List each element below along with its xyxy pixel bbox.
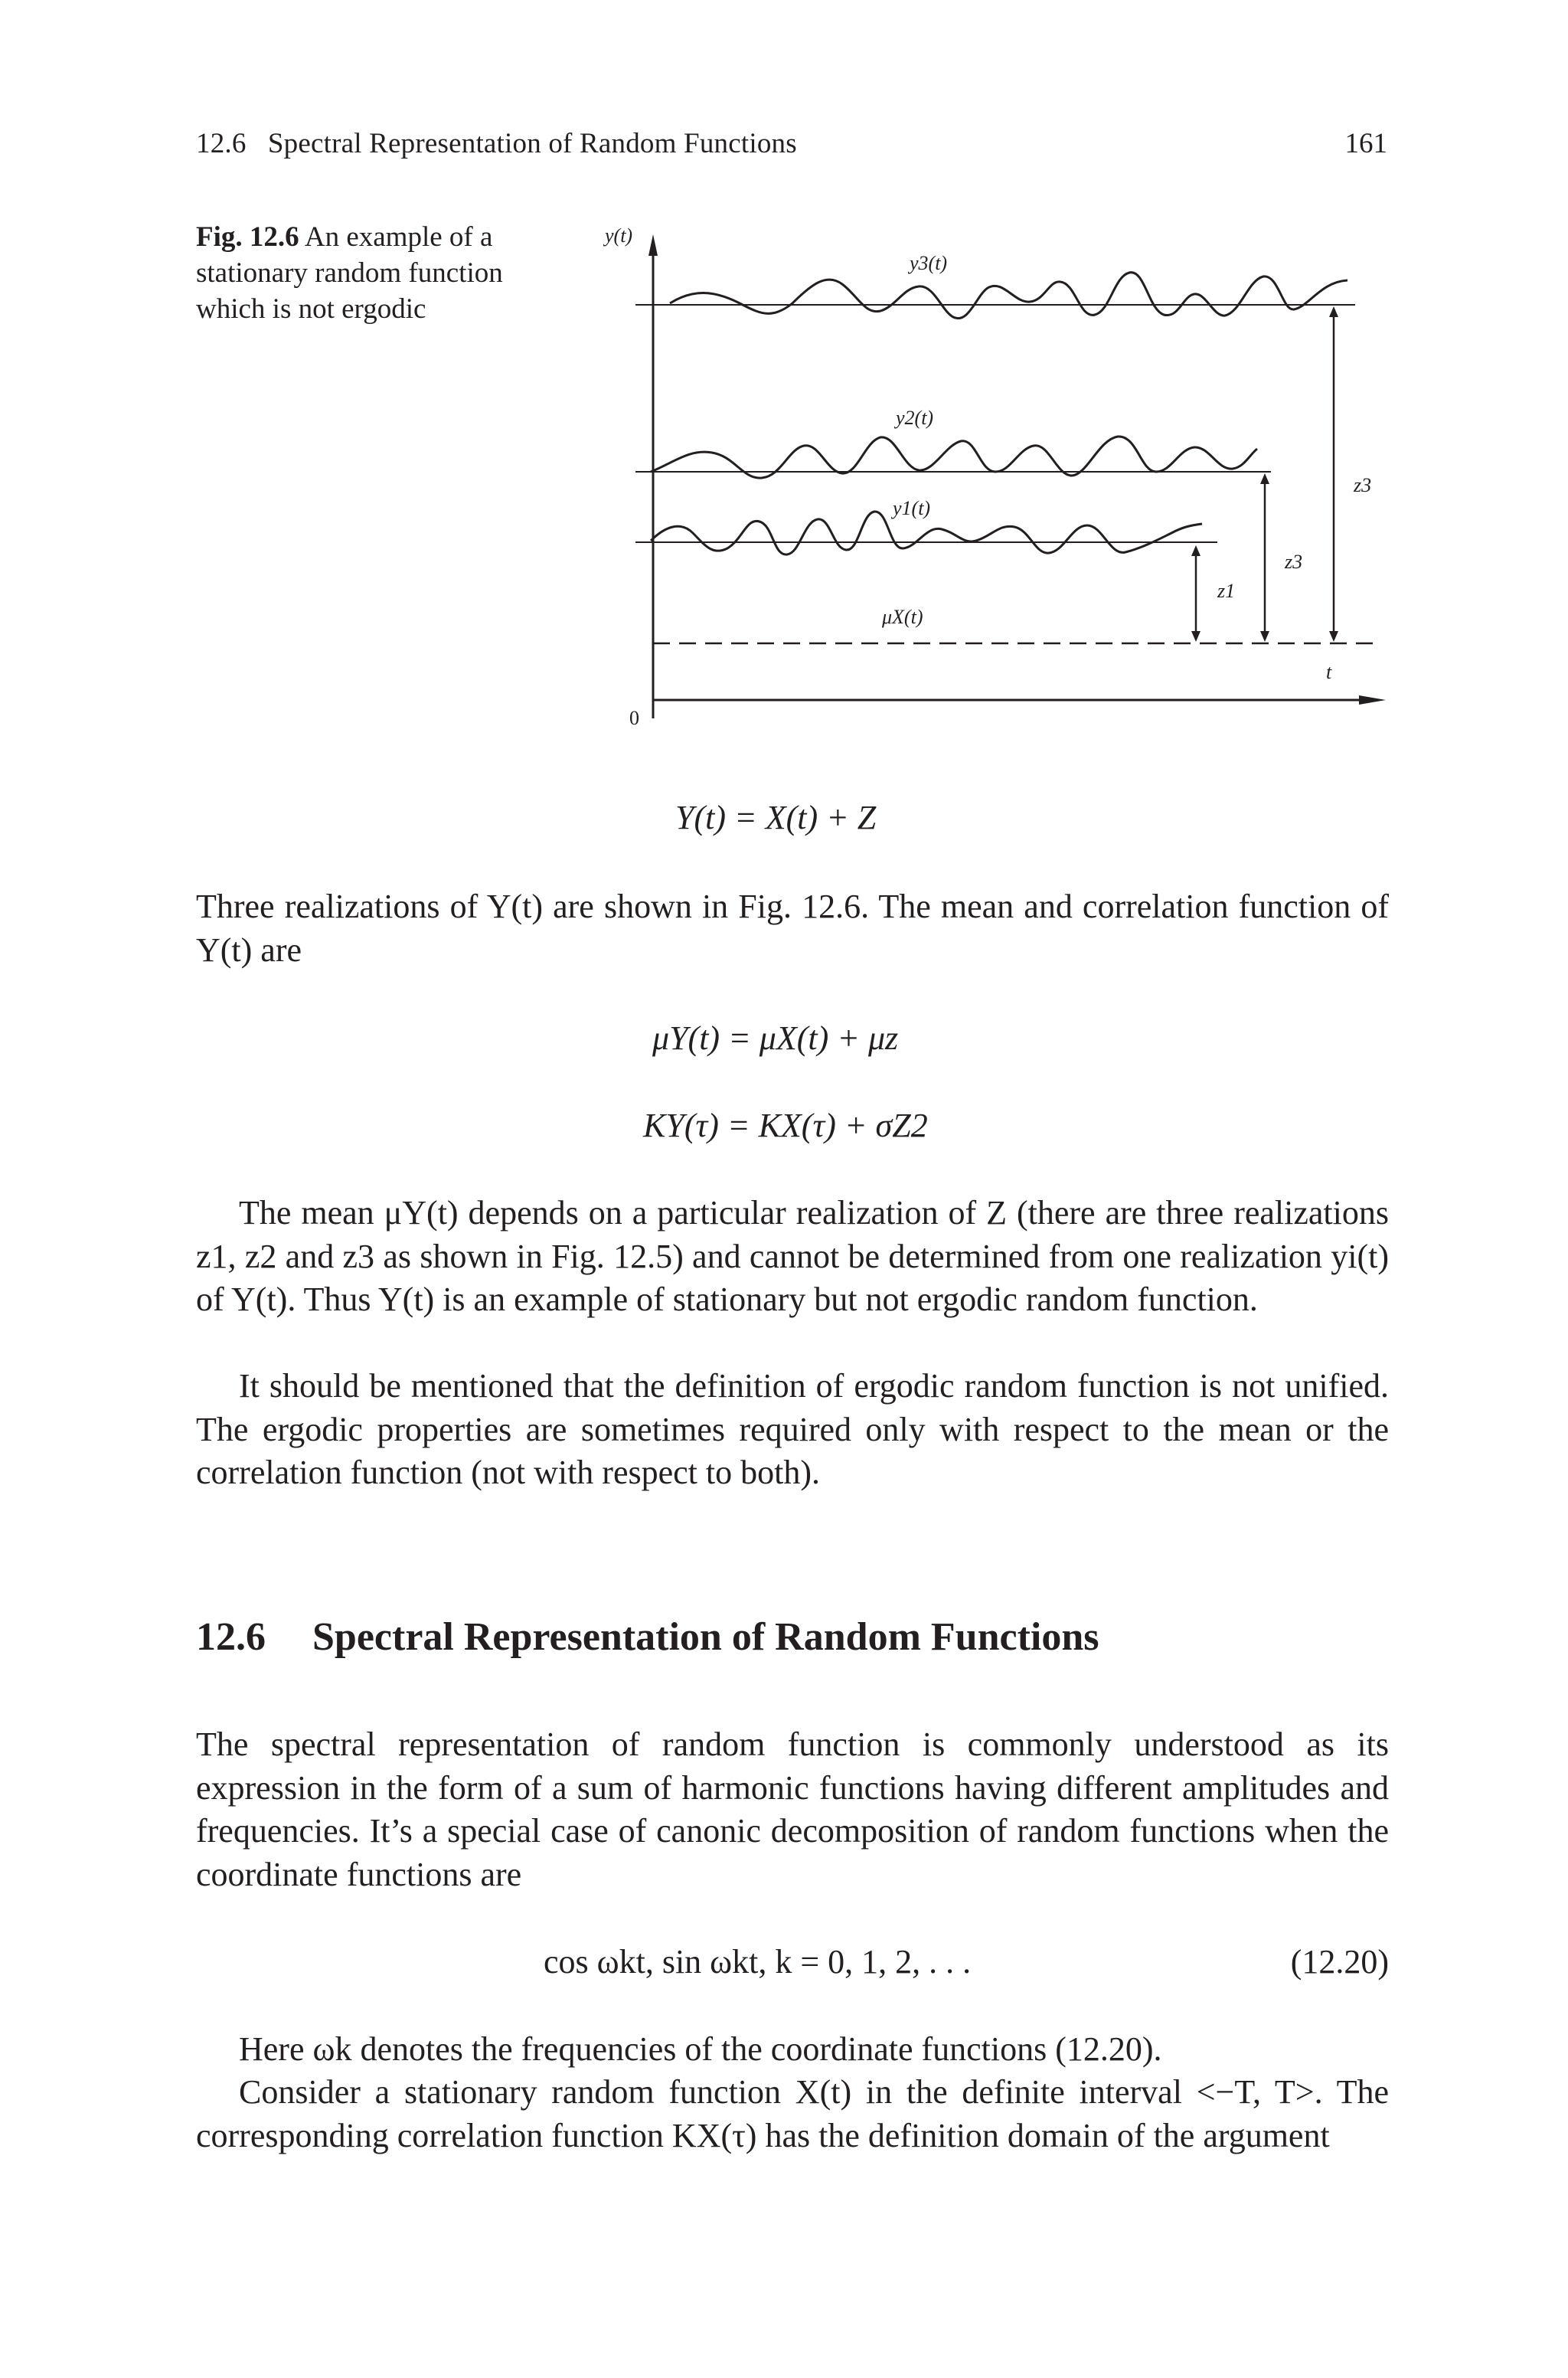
label-mean: μX(t) (882, 606, 923, 628)
section-title: Spectral Representation of Random Functions (312, 1615, 1099, 1659)
curve-y3 (670, 273, 1348, 319)
y-axis-label: y(t) (605, 224, 633, 247)
paragraph-3-text: It should be mentioned that the definition of ergodic random function is not unified. The ergodic properties are sometimes required only with respect to the mean or the correlation function (not with respect to both). (196, 1367, 1389, 1491)
offset-z3-arrow-top (1329, 306, 1338, 317)
label-z3-inner: z3 (1285, 551, 1303, 573)
paragraph-6 (196, 2071, 1389, 2157)
paragraph-3 (196, 1365, 1389, 1495)
figure-caption (196, 219, 556, 327)
equation-12-20-number: (12.20) (1290, 1943, 1389, 1981)
paragraph-4-text: The spectral representation of random function is commonly understood as its expression in the form of a sum of harmonic functions having different amplitudes and frequencies. It’s a special case of canonic decomposition of random functions when the coordinate functions are (196, 1725, 1389, 1893)
label-y3: y3(t) (910, 252, 948, 274)
paragraph-1 (196, 885, 1389, 972)
paragraph-6-text: Consider a stationary random function X(t) in the definite interval <−T, T>. The corresponding correlation function KX(τ) has the definition domain of the argument (196, 2073, 1389, 2154)
origin-label: 0 (629, 707, 639, 729)
paragraph-5 (196, 2028, 1389, 2072)
equation-12-20: cos ωkt, sin ωkt, k = 0, 1, 2, . . . (544, 1943, 972, 1981)
x-axis-arrow (1359, 695, 1386, 705)
paragraph-4 (196, 1723, 1389, 1896)
offset-z1-arrow-bottom (1191, 631, 1200, 642)
offset-z1-arrow-top (1191, 545, 1200, 556)
equation-correlation: KY(τ) = KX(τ) + σZ2 (643, 1107, 928, 1144)
x-axis-label: t (1326, 661, 1332, 683)
label-z3-outer: z3 (1354, 474, 1372, 496)
paragraph-1-text: Three realizations of Y(t) are shown in Fig. 12.6. The mean and correlation function of Y(t) are (196, 888, 1389, 969)
equation-mean: μY(t) = μX(t) + μz (652, 1019, 899, 1057)
label-z1: z1 (1217, 580, 1236, 602)
label-y1: y1(t) (893, 497, 931, 519)
running-head (196, 127, 797, 160)
running-head-title: 12.6 Spectral Representation of Random Functions (196, 128, 797, 159)
figure-caption-text: An example of a stationary random function which is not ergodic (196, 221, 503, 325)
paragraph-5-text: Here ωk denotes the frequencies of the coordinate functions (12.20). (239, 2030, 1162, 2068)
section-number: 12.6 (196, 1615, 266, 1659)
figure-12-6 (590, 219, 1401, 740)
offset-z3-arrow-bottom (1329, 631, 1338, 642)
paragraph-2-text: The mean μY(t) depends on a particular realization of Z (there are three realizations z1, z2 and z3 as shown in Fig. 12.5) and cannot be determined from one realization yi(t) of Y(t). Thus Y(t) is an example of stationary but not ergodic random function. (196, 1194, 1389, 1318)
y-axis-arrow (648, 234, 658, 256)
label-y2: y2(t) (896, 407, 934, 429)
equation-y: Y(t) = X(t) + Z (675, 799, 877, 836)
paragraph-2 (196, 1192, 1389, 1322)
offset-z2-arrow-top (1260, 473, 1269, 484)
figure-caption-label: Fig. 12.6 (196, 221, 299, 253)
offset-z2-arrow-bottom (1260, 631, 1269, 642)
section-heading (196, 1614, 1099, 1660)
page-number: 161 (1344, 128, 1387, 159)
